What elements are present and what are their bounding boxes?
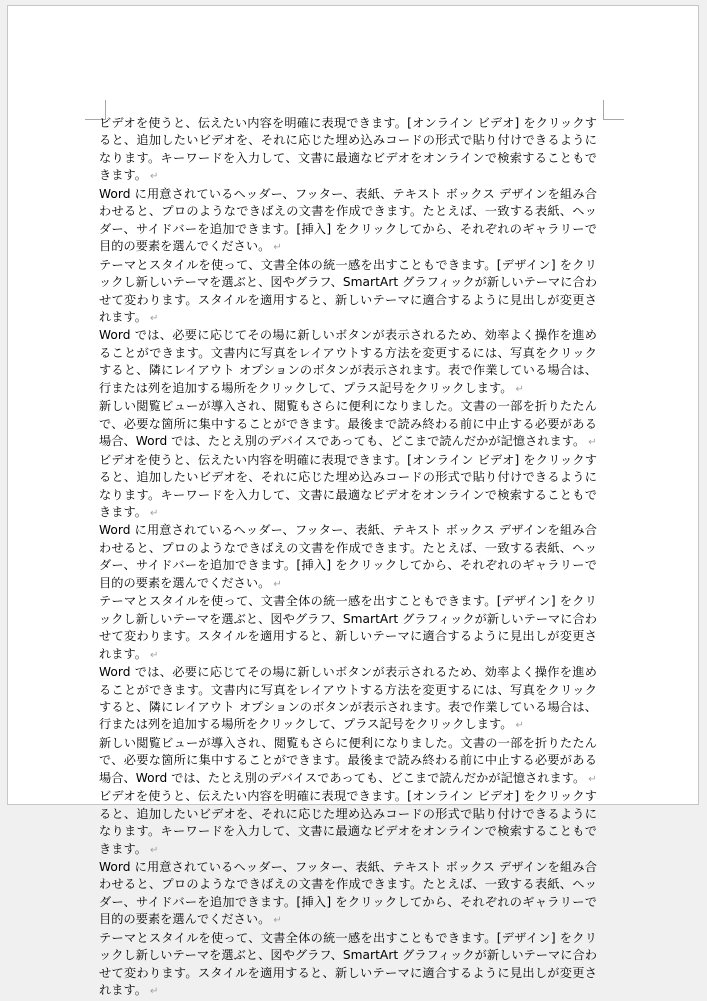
paragraph-text: Word に用意されているヘッダー、フッター、表紙、テキスト ボックス デザインを組み合わせると、プロのようなできばえの文書を作成できます。たとえば、一致する表紙、ヘッダー、サイドバーを追加できます。[挿入] をクリックしてから、それぞれのギャラリーで目的の要素を選んでください。 — [99, 186, 597, 254]
paragraph-mark-icon: ↵ — [149, 986, 159, 998]
paragraph-mark-icon: ↵ — [515, 383, 524, 395]
paragraph-mark-icon: ↵ — [149, 649, 159, 661]
paragraph-text: 新しい閲覧ビューが導入され、閲覧もさらに便利になりました。文書の一部を折りたたんで、必要な箇所に集中することができます。最後まで読み終わる前に中止する必要がある場合、Word では、たとえ別のデバイスであっても、どこまで読んだかが記憶されます。 — [99, 399, 597, 449]
paragraph-text: Word では、必要に応じてその場に新しいボタンが表示されるため、効率よく操作を進めることができます。文書内に写真をレイアウトする方法を変更するには、写真をクリックすると、隣にレイアウト オプションのボタンが表示されます。表で作業している場合は、行または列を追加する場所をクリックして、プラス記号をクリックします。 — [99, 665, 597, 732]
paragraph-text: テーマとスタイルを使って、文書全体の統一感を出すこともできます。[デザイン] をクリックし新しいテーマを選ぶと、図やグラフ、SmartArt グラフィックが新しいテーマに合わせて変わります。スタイルを適用すると、新しいテーマに適合するように見出しが変更されます。 — [99, 930, 597, 998]
paragraph[interactable] — [99, 398, 597, 451]
paragraph[interactable] — [99, 930, 597, 1001]
paragraph-text: ビデオを使うと、伝えたい内容を明確に表現できます。[オンライン ビデオ] をクリックすると、追加したいビデオを、それに応じた埋め込みコードの形式で貼り付けできるようになります。キーワードを入力して、文書に最適なビデオをオンラインで検索することもできます。 — [99, 452, 597, 519]
paragraph-mark-icon: ↵ — [588, 773, 597, 785]
paragraph-text: 新しい閲覧ビューが導入され、閲覧もさらに便利になりました。文書の一部を折りたたんで、必要な箇所に集中することができます。最後まで読み終わる前に中止する必要がある場合、Word では、たとえ別のデバイスであっても、どこまで読んだかが記憶されます。 — [99, 735, 597, 785]
paragraph[interactable] — [99, 593, 597, 664]
paragraph-mark-icon: ↵ — [149, 507, 159, 519]
paragraph-text: テーマとスタイルを使って、文書全体の統一感を出すこともできます。[デザイン] をクリックし新しいテーマを選ぶと、図やグラフ、SmartArt グラフィックが新しいテーマに合わせて変わります。スタイルを適用すると、新しいテーマに適合するように見出しが変更されます。 — [99, 594, 597, 661]
paragraph[interactable] — [99, 664, 597, 735]
paragraph-mark-icon: ↵ — [149, 844, 159, 856]
paragraph-mark-icon: ↵ — [515, 720, 524, 732]
paragraph-text: Word に用意されているヘッダー、フッター、表紙、テキスト ボックス デザインを組み合わせると、プロのようなできばえの文書を作成できます。たとえば、一致する表紙、ヘッダー、サイドバーを追加できます。[挿入] をクリックしてから、それぞれのギャラリーで目的の要素を選んでください。 — [99, 523, 597, 590]
paragraph[interactable] — [99, 788, 597, 859]
paragraph-mark-icon: ↵ — [149, 312, 159, 324]
paragraph[interactable] — [99, 327, 597, 398]
margin-corner-mark-top-right — [603, 100, 624, 120]
paragraph-text: ビデオを使うと、伝えたい内容を明確に表現できます。[オンライン ビデオ] をクリックすると、追加したいビデオを、それに応じた埋め込みコードの形式で貼り付けできるようになります。キーワードを入力して、文書に最適なビデオをオンラインで検索することもできます。 — [99, 116, 597, 183]
paragraph-mark-icon: ↵ — [273, 915, 282, 927]
paragraph-text: テーマとスタイルを使って、文書全体の統一感を出すこともできます。[デザイン] をクリックし新しいテーマを選ぶと、図やグラフ、SmartArt グラフィックが新しいテーマに合わせて変わります。スタイルを適用すると、新しいテーマに適合するように見出しが変更されます。 — [99, 257, 597, 324]
paragraph[interactable] — [99, 859, 597, 930]
paragraph-mark-icon: ↵ — [273, 578, 282, 590]
paragraph-mark-icon: ↵ — [149, 171, 159, 183]
paragraph-mark-icon: ↵ — [273, 242, 282, 254]
paragraph[interactable] — [99, 257, 597, 328]
paragraph[interactable] — [99, 115, 597, 186]
paragraph-text: ビデオを使うと、伝えたい内容を明確に表現できます。[オンライン ビデオ] をクリックすると、追加したいビデオを、それに応じた埋め込みコードの形式で貼り付けできるようになります。キーワードを入力して、文書に最適なビデオをオンラインで検索することもできます。 — [99, 789, 597, 856]
paragraph[interactable] — [99, 186, 597, 257]
document-body[interactable] — [99, 115, 597, 1001]
paragraph-mark-icon: ↵ — [588, 437, 597, 449]
paragraph-text: Word では、必要に応じてその場に新しいボタンが表示されるため、効率よく操作を進めることができます。文書内に写真をレイアウトする方法を変更するには、写真をクリックすると、隣にレイアウト オプションのボタンが表示されます。表で作業している場合は、行または列を追加する場所をクリックして、プラス記号をクリックします。 — [99, 328, 597, 395]
paragraph[interactable] — [99, 522, 597, 593]
paragraph[interactable] — [99, 735, 597, 788]
paragraph-text: Word に用意されているヘッダー、フッター、表紙、テキスト ボックス デザインを組み合わせると、プロのようなできばえの文書を作成できます。たとえば、一致する表紙、ヘッダー、サイドバーを追加できます。[挿入] をクリックしてから、それぞれのギャラリーで目的の要素を選んでください。 — [99, 860, 597, 927]
paragraph[interactable] — [99, 452, 597, 523]
